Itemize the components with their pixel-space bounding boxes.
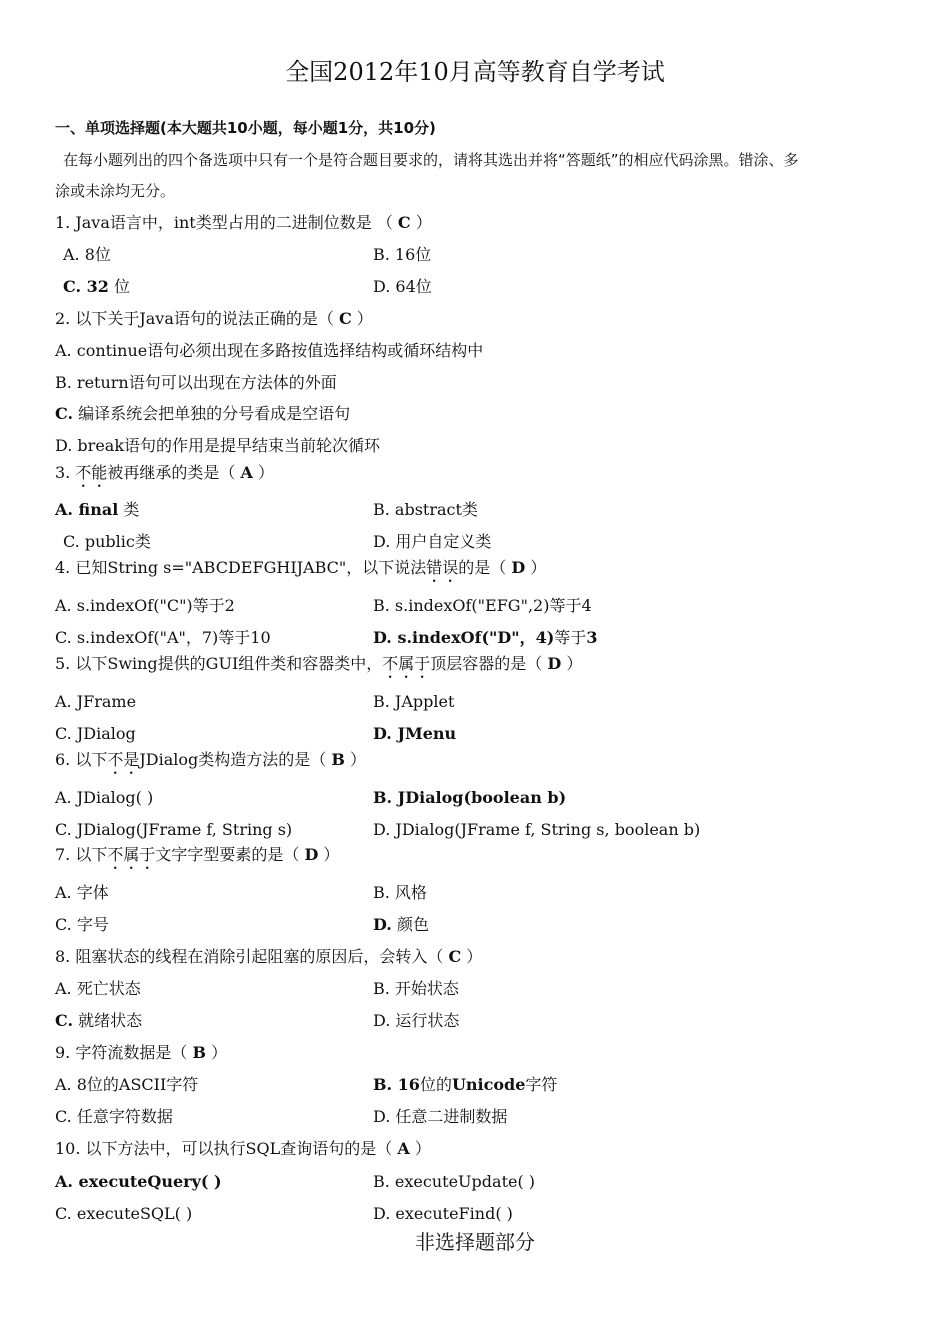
question-5-pre: 5. 以下Swing提供的GUI组件类和容器类中， — [55, 654, 383, 673]
q3-option-a-rest: 类 — [118, 500, 140, 519]
q9-option-b-end: 字符 — [525, 1075, 558, 1094]
q1-option-c-rest: 位 — [113, 277, 130, 296]
q4-option-d-mid: 等于 — [554, 628, 587, 647]
q1-option-b: B. 16位 — [373, 245, 432, 264]
q8-option-c-rest: 就绪状态 — [73, 1011, 143, 1030]
q6-option-b: B. JDialog(boolean b) — [373, 788, 567, 807]
question-9-close: ） — [205, 1043, 228, 1062]
question-4-post: 的是（ — [458, 558, 512, 577]
question-4-emphasis: 错误 — [426, 558, 459, 577]
q1-option-d: D. 64位 — [373, 277, 432, 296]
q8-option-c — [55, 1011, 142, 1031]
question-6-post: JDialog类构造方法的是（ — [139, 750, 332, 769]
question-3-post: 被再继承的类是（ — [107, 463, 241, 482]
question-9 — [55, 1043, 227, 1063]
question-8-close: ） — [461, 947, 483, 966]
q3-option-a-label: A. final — [55, 500, 119, 519]
q4-option-d-end: 3 — [586, 628, 598, 647]
q2-option-a: A. continue语句必须出现在多路按值选择结构或循环结构中 — [55, 341, 484, 360]
q4-option-b: B. s.indexOf("EFG",2)等于4 — [373, 596, 592, 615]
section-heading: 一、单项选择题(本大题共10小题，每小题1分，共10分) — [55, 119, 436, 137]
q7-option-d — [373, 915, 429, 935]
q9-option-b — [373, 1075, 557, 1095]
q4-option-d — [373, 628, 597, 648]
q9-option-b-bold: Unicode — [451, 1075, 526, 1094]
q6-option-d: D. JDialog(JFrame f, String s, boolean b) — [373, 820, 701, 839]
q6-option-c: C. JDialog(JFrame f, String s) — [55, 820, 293, 839]
q5-option-c: C. JDialog — [55, 724, 136, 743]
q10-option-b: B. executeUpdate( ) — [373, 1172, 536, 1191]
q9-option-d: D. 任意二进制数据 — [373, 1107, 508, 1126]
question-7-close: ） — [318, 845, 340, 864]
question-7-post: 文字字型要素的是（ — [155, 845, 305, 864]
question-4 — [55, 558, 546, 586]
question-3-pre: 3. — [55, 463, 76, 482]
question-3-emphasis: 不能 — [75, 463, 108, 482]
question-1-answer: C — [397, 213, 411, 232]
question-9-text: 9. 字符流数据是（ — [55, 1043, 193, 1062]
q8-option-a: A. 死亡状态 — [55, 979, 141, 998]
question-2-text: 2. 以下关于Java语句的说法正确的是（ — [55, 309, 339, 328]
question-6-pre: 6. 以下 — [55, 750, 108, 769]
question-3-close: ） — [252, 463, 274, 482]
q9-option-b-label: B. 16 — [373, 1075, 420, 1094]
q8-option-c-label: C. — [55, 1011, 74, 1030]
q10-option-d: D. executeFind( ) — [373, 1204, 513, 1223]
q4-option-a: A. s.indexOf("C")等于2 — [55, 596, 235, 615]
q3-option-b: B. abstract类 — [373, 500, 478, 519]
question-2 — [55, 309, 373, 329]
question-8-answer: C — [448, 947, 462, 966]
instructions-line-2: 涂或未涂均无分。 — [55, 182, 176, 200]
q7-option-a: A. 字体 — [55, 883, 109, 902]
question-6-emphasis: 不是 — [107, 750, 140, 769]
q2-option-c-label: C. — [55, 404, 74, 423]
question-5-close: ） — [561, 654, 583, 673]
q3-option-c: C. public类 — [63, 532, 151, 551]
q10-option-a: A. executeQuery( ) — [55, 1172, 222, 1191]
q7-option-b: B. 风格 — [373, 883, 427, 902]
question-7-pre: 7. 以下 — [55, 845, 108, 864]
q2-option-c-rest: 编译系统会把单独的分号看成是空语句 — [73, 404, 351, 423]
question-1-text: 1. Java语言中，int类型占用的二进制位数是 （ — [55, 213, 398, 232]
q10-option-c: C. executeSQL( ) — [55, 1204, 193, 1223]
question-2-answer: C — [338, 309, 352, 328]
instructions-line-1: 在每小题列出的四个备选项中只有一个是符合题目要求的，请将其选出并将“答题纸”的相应代码涂黑。错涂、多 — [63, 151, 799, 169]
question-3 — [55, 463, 274, 491]
q5-option-d: D. JMenu — [373, 724, 457, 743]
question-5 — [55, 654, 582, 682]
q8-option-d: D. 运行状态 — [373, 1011, 460, 1030]
question-5-post: 顶层容器的是（ — [430, 654, 548, 673]
q7-option-d-label: D. — [373, 915, 392, 934]
question-4-close: ） — [525, 558, 547, 577]
q1-option-c — [63, 277, 130, 297]
q4-option-c: C. s.indexOf("A"，7)等于10 — [55, 628, 271, 647]
question-1 — [55, 213, 432, 233]
q1-option-c-label: C. 32 — [63, 277, 109, 296]
q5-option-b: B. JApplet — [373, 692, 455, 711]
question-5-emphasis: 不属于 — [382, 654, 431, 673]
question-1-close: ） — [410, 213, 432, 232]
q7-option-c: C. 字号 — [55, 915, 109, 934]
question-9-answer: B — [192, 1043, 206, 1062]
q7-option-d-rest: 颜色 — [391, 915, 429, 934]
question-10-close: ） — [409, 1139, 431, 1158]
question-10 — [55, 1139, 431, 1159]
question-4-pre: 4. 已知String s="ABCDEFGHIJABC"，以下说法 — [55, 558, 427, 577]
question-7 — [55, 845, 339, 873]
question-2-close: ） — [351, 309, 373, 328]
question-10-text: 10. 以下方法中，可以执行SQL查询语句的是（ — [55, 1139, 398, 1158]
section-subheading: 非选择题部分 — [415, 1230, 535, 1254]
question-6-close: ） — [344, 750, 366, 769]
question-6-answer: B — [331, 750, 345, 769]
question-8 — [55, 947, 482, 967]
q2-option-c — [55, 404, 350, 424]
q6-option-a: A. JDialog( ) — [55, 788, 154, 807]
q9-option-c: C. 任意字符数据 — [55, 1107, 173, 1126]
question-5-answer: D — [547, 654, 562, 673]
q5-option-a: A. JFrame — [55, 692, 137, 711]
q2-option-d: D. break语句的作用是提早结束当前轮次循环 — [55, 436, 381, 455]
page-title: 全国2012年10月高等教育自学考试 — [285, 58, 665, 86]
q3-option-a — [55, 500, 139, 520]
q9-option-b-mid: 位的 — [419, 1075, 452, 1094]
question-6 — [55, 750, 366, 778]
q8-option-b: B. 开始状态 — [373, 979, 459, 998]
q3-option-d: D. 用户自定义类 — [373, 532, 492, 551]
question-4-answer: D — [511, 558, 526, 577]
question-3-answer: A — [240, 463, 253, 482]
q1-option-a: A. 8位 — [63, 245, 111, 264]
question-10-answer: A — [397, 1139, 410, 1158]
question-8-text: 8. 阻塞状态的线程在消除引起阻塞的原因后，会转入（ — [55, 947, 449, 966]
q9-option-a: A. 8位的ASCII字符 — [55, 1075, 199, 1094]
question-7-answer: D — [304, 845, 319, 864]
q4-option-d-label: D. s.indexOf("D"，4) — [373, 628, 555, 647]
question-7-emphasis: 不属于 — [107, 845, 156, 864]
q2-option-b: B. return语句可以出现在方法体的外面 — [55, 373, 337, 392]
